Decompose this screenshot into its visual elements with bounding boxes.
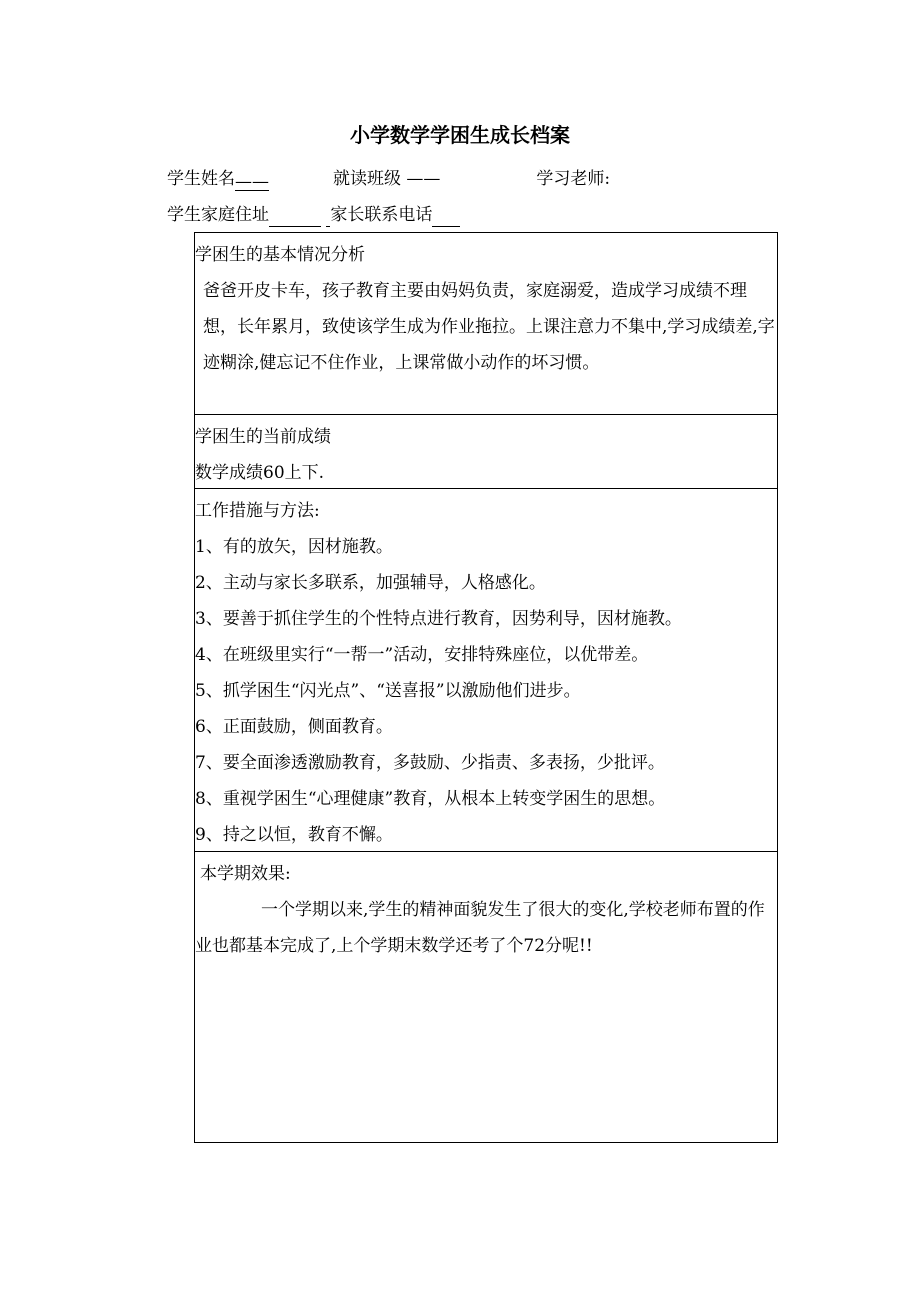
current-score-section (195, 415, 777, 489)
measure-item: 6、正面鼓励，侧面教育。 (195, 717, 393, 737)
measure-item: 1、有的放矢，因材施教。 (195, 537, 393, 557)
basic-analysis-section (195, 233, 777, 415)
current-score-body: 数学成绩60上下. (195, 463, 325, 483)
basic-analysis-heading: 学困生的基本情况分析 (195, 245, 365, 265)
teacher-label: 学习老师: (536, 169, 611, 189)
effect-body: 一个学期以来,学生的精神面貌发生了很大的变化,学校老师布置的作业也都基本完成了,上个学期末数学还考了个72分呢!! (195, 900, 765, 956)
effect-section (195, 852, 777, 1142)
effect-heading: 本学期效果: (200, 864, 291, 884)
address-blank (269, 206, 321, 227)
current-score-heading: 学困生的当前成绩 (195, 427, 331, 447)
class-value: —— (406, 169, 441, 189)
measure-item: 7、要全面渗透激励教育，多鼓励、少指责、多表扬，少批评。 (195, 753, 665, 773)
info-line-2 (167, 203, 460, 227)
measure-item: 3、要善于抓住学生的个性特点进行教育，因势利导，因材施教。 (195, 609, 682, 629)
info-line-1 (167, 167, 610, 191)
class-label: 就读班级 (333, 169, 401, 189)
measure-item: 5、抓学困生“闪光点”、“送喜报”以激励他们进步。 (195, 681, 581, 701)
student-name-label: 学生姓名 (167, 169, 235, 189)
measures-heading: 工作措施与方法: (195, 501, 320, 521)
measure-item: 4、在班级里实行“一帮一”活动，安排特殊座位，以优带差。 (195, 645, 649, 665)
document-title: 小学数学学困生成长档案 (350, 123, 570, 147)
phone-label: 家长联系电话 (330, 205, 433, 225)
address-label: 学生家庭住址 (167, 205, 269, 225)
student-name-value: —— (235, 172, 269, 192)
measure-item: 8、重视学困生“心理健康”教育，从根本上转变学困生的思想。 (195, 789, 666, 809)
phone-blank (432, 206, 460, 227)
archive-table (194, 232, 778, 1143)
measure-item: 9、持之以恒，教育不懈。 (195, 825, 393, 845)
basic-analysis-body: 爸爸开皮卡车，孩子教育主要由妈妈负责，家庭溺爱，造成学习成绩不理想，长年累月，致使该学生成为作业拖拉。上课注意力不集中,学习成绩差,字迹糊涂,健忘记不住作业，上课常做小动作的坏习惯。 (203, 281, 775, 373)
measure-item: 2、主动与家长多联系，加强辅导，人格感化。 (195, 573, 546, 593)
measures-section (195, 489, 777, 852)
